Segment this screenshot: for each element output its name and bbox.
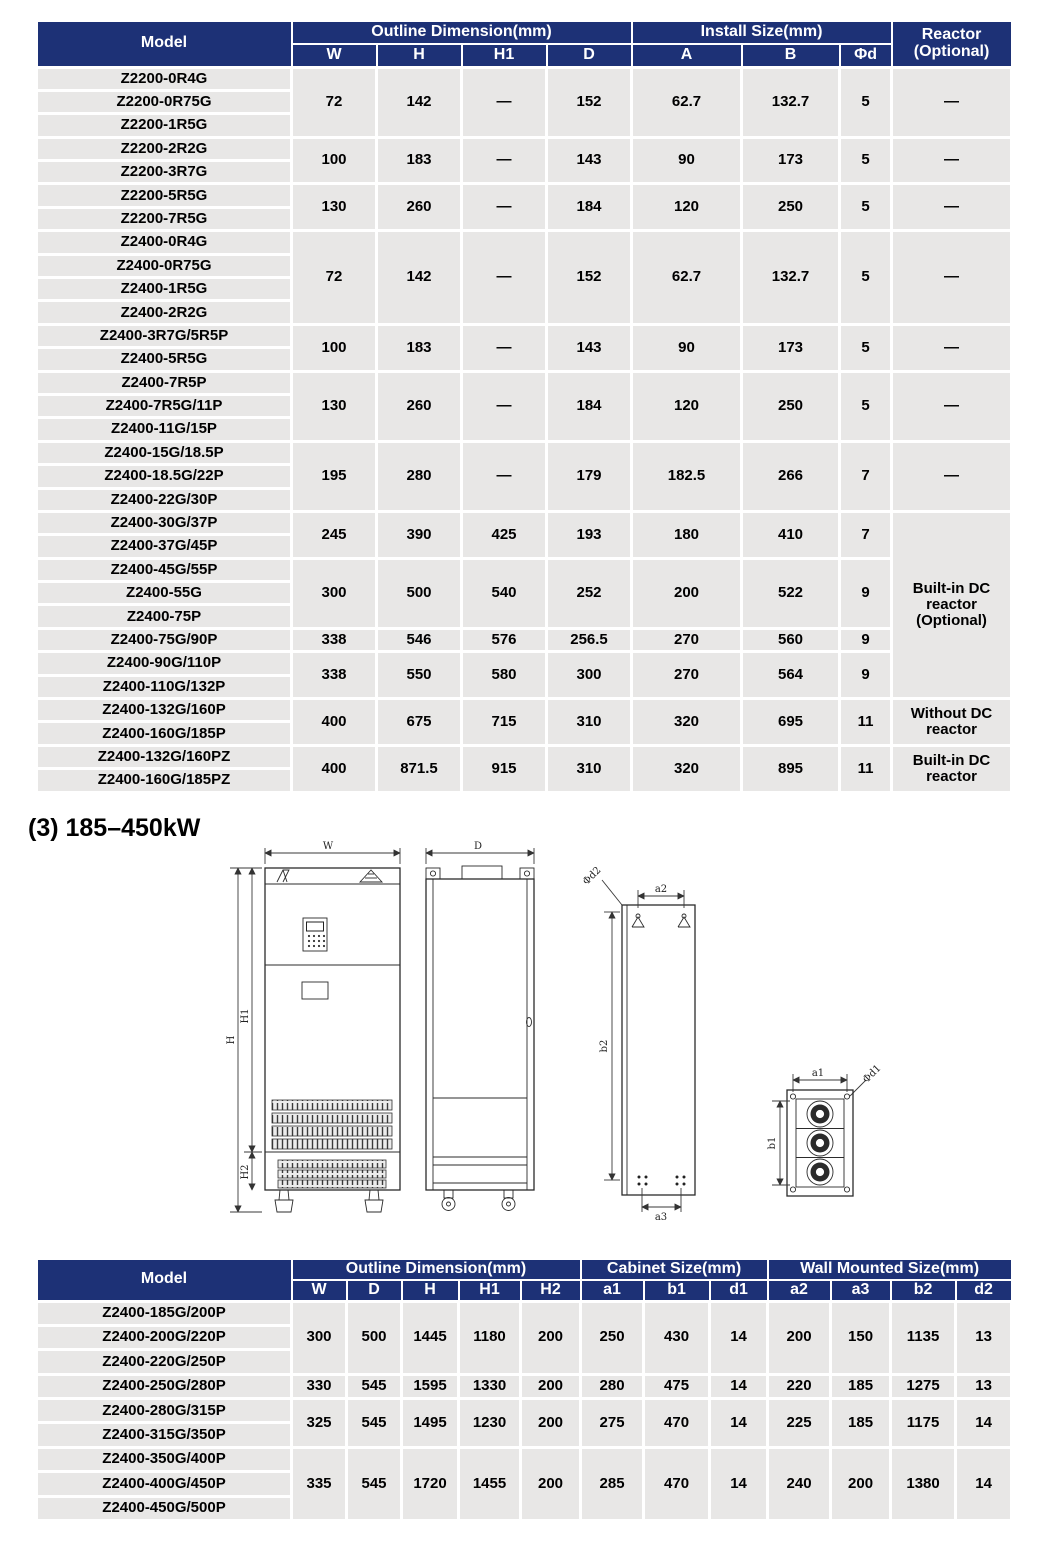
model-cell: Z2200-0R75G [37,90,292,113]
value-cell: — [462,184,547,231]
value-cell: 545 [347,1399,402,1448]
value-cell: 1180 [459,1301,521,1374]
value-cell: 285 [581,1447,644,1520]
value-cell: 310 [547,745,632,792]
header-col-d1: d1 [710,1280,768,1301]
value-cell: 500 [377,558,462,628]
value-cell: 11 [840,699,892,746]
model-cell: Z2200-5R5G [37,184,292,207]
value-cell: 90 [632,137,742,184]
header-col-a1: a1 [581,1280,644,1301]
model-cell: Z2400-0R75G [37,254,292,277]
value-cell: 1495 [402,1399,459,1448]
value-cell: 675 [377,699,462,746]
cabinet-wall-size-table [35,1258,1013,1522]
value-cell: 546 [377,628,462,651]
model-cell: Z2400-75G/90P [37,628,292,651]
value-cell: 500 [347,1301,402,1374]
table-row [37,1447,1012,1471]
table-row [37,699,1012,722]
value-cell: — [462,371,547,441]
outline-install-size-table [35,20,1013,794]
value-cell: 120 [632,371,742,441]
dim-label-b1: b1 [767,1136,778,1150]
value-cell: 695 [742,699,840,746]
model-cell: Z2400-315G/350P [37,1423,292,1447]
value-cell: 200 [521,1374,581,1398]
value-cell: 1380 [891,1447,956,1520]
reactor-cell: — [892,371,1012,441]
model-cell: Z2400-250G/280P [37,1374,292,1398]
value-cell: 256.5 [547,628,632,651]
value-cell: 182.5 [632,441,742,511]
technical-drawings [0,838,1043,1250]
value-cell: 545 [347,1374,402,1398]
value-cell: 400 [292,699,377,746]
value-cell: 915 [462,745,547,792]
value-cell: — [462,441,547,511]
table-row [37,324,1012,347]
value-cell: 1445 [402,1301,459,1374]
value-cell: 310 [547,699,632,746]
front-view-drawing [226,841,400,1212]
value-cell: 200 [521,1301,581,1374]
header-col-b2: b2 [891,1280,956,1301]
value-cell: 5 [840,184,892,231]
value-cell: 9 [840,652,892,699]
dim-label-a1: a1 [811,1068,825,1079]
model-cell: Z2400-90G/110P [37,652,292,675]
value-cell: 250 [742,184,840,231]
value-cell: 240 [768,1447,831,1520]
model-cell: Z2400-110G/132P [37,675,292,698]
model-cell: Z2400-160G/185PZ [37,769,292,792]
value-cell: 142 [377,67,462,137]
reactor-cell: — [892,67,1012,137]
value-cell: 1595 [402,1374,459,1398]
value-cell: 475 [644,1374,710,1398]
model-cell: Z2400-0R4G [37,231,292,254]
value-cell: 1135 [891,1301,956,1374]
header-outline-dimension: Outline Dimension(mm) [292,1259,581,1280]
value-cell: 1275 [891,1374,956,1398]
header-col-b: B [742,44,840,67]
model-cell: Z2200-2R2G [37,137,292,160]
value-cell: 132.7 [742,231,840,325]
value-cell: 320 [632,745,742,792]
value-cell: 200 [521,1399,581,1448]
model-cell: Z2200-3R7G [37,161,292,184]
value-cell: 184 [547,371,632,441]
value-cell: 338 [292,628,377,651]
value-cell: 14 [710,1374,768,1398]
value-cell: 200 [632,558,742,628]
value-cell: 200 [768,1301,831,1374]
model-cell: Z2400-7R5P [37,371,292,394]
value-cell: 72 [292,67,377,137]
dim-label-b2: b2 [599,1039,610,1053]
value-cell: 250 [581,1301,644,1374]
dim-label-phid2: Φd2 [580,864,604,888]
value-cell: 300 [547,652,632,699]
value-cell: 132.7 [742,67,840,137]
value-cell: 7 [840,441,892,511]
value-cell: 325 [292,1399,347,1448]
header-col-a3: a3 [831,1280,891,1301]
value-cell: 1330 [459,1374,521,1398]
value-cell: 150 [831,1301,891,1374]
value-cell: 410 [742,511,840,558]
value-cell: 14 [710,1301,768,1374]
value-cell: — [462,67,547,137]
table1-header [37,21,1012,67]
value-cell: 152 [547,231,632,325]
header-col-w: W [292,44,377,67]
header-model: Model [37,1259,292,1301]
value-cell: 252 [547,558,632,628]
rear-mounting-view-drawing [581,865,695,1223]
header-col-d2: d2 [956,1280,1012,1301]
model-cell: Z2400-200G/220P [37,1325,292,1349]
header-col-d: D [547,44,632,67]
value-cell: 143 [547,324,632,371]
model-cell: Z2400-160G/185P [37,722,292,745]
table-row [37,511,1012,534]
value-cell: 14 [710,1447,768,1520]
value-cell: 580 [462,652,547,699]
value-cell: 260 [377,371,462,441]
header-col-h1: H1 [462,44,547,67]
value-cell: 143 [547,137,632,184]
fan-top-view-drawing [767,1063,884,1196]
value-cell: 260 [377,184,462,231]
value-cell: 13 [956,1374,1012,1398]
dim-label-h1: H1 [240,1008,251,1024]
value-cell: 280 [377,441,462,511]
value-cell: 62.7 [632,67,742,137]
value-cell: 195 [292,441,377,511]
value-cell: 280 [581,1374,644,1398]
value-cell: 183 [377,137,462,184]
model-cell: Z2400-55G [37,582,292,605]
model-cell: Z2400-220G/250P [37,1350,292,1374]
model-cell: Z2400-350G/400P [37,1447,292,1471]
value-cell: 266 [742,441,840,511]
value-cell: 130 [292,371,377,441]
value-cell: 275 [581,1399,644,1448]
model-cell: Z2400-18.5G/22P [37,465,292,488]
model-cell: Z2400-45G/55P [37,558,292,581]
value-cell: 225 [768,1399,831,1448]
model-cell: Z2400-15G/18.5P [37,441,292,464]
header-reactor: Reactor (Optional) [892,21,1012,67]
value-cell: 193 [547,511,632,558]
value-cell: 179 [547,441,632,511]
value-cell: 185 [831,1374,891,1398]
table-row [37,745,1012,768]
dim-label-a2: a2 [654,884,668,895]
header-col-h2: H2 [521,1280,581,1301]
value-cell: — [462,324,547,371]
value-cell: 540 [462,558,547,628]
model-cell: Z2400-132G/160PZ [37,745,292,768]
value-cell: 152 [547,67,632,137]
value-cell: 1175 [891,1399,956,1448]
reactor-cell: — [892,324,1012,371]
value-cell: 5 [840,231,892,325]
value-cell: 100 [292,137,377,184]
table-row [37,1301,1012,1325]
value-cell: 120 [632,184,742,231]
value-cell: 173 [742,137,840,184]
value-cell: 100 [292,324,377,371]
dim-label-h: H [226,1035,237,1045]
value-cell: 184 [547,184,632,231]
value-cell: 330 [292,1374,347,1398]
header-wall-mounted-size: Wall Mounted Size(mm) [768,1259,1012,1280]
value-cell: 14 [710,1399,768,1448]
header-col-h1: H1 [459,1280,521,1301]
value-cell: 895 [742,745,840,792]
value-cell: 522 [742,558,840,628]
value-cell: 470 [644,1447,710,1520]
value-cell: 200 [521,1447,581,1520]
value-cell: 90 [632,324,742,371]
value-cell: 564 [742,652,840,699]
value-cell: 220 [768,1374,831,1398]
value-cell: 270 [632,628,742,651]
value-cell: 5 [840,324,892,371]
value-cell: 300 [292,558,377,628]
model-cell: Z2400-3R7G/5R5P [37,324,292,347]
value-cell: 62.7 [632,231,742,325]
model-cell: Z2400-5R5G [37,348,292,371]
value-cell: 1230 [459,1399,521,1448]
reactor-cell: — [892,231,1012,325]
table-row [37,558,1012,581]
value-cell: 250 [742,371,840,441]
table-row [37,371,1012,394]
model-cell: Z2200-1R5G [37,114,292,137]
value-cell: 320 [632,699,742,746]
value-cell: 72 [292,231,377,325]
value-cell: 180 [632,511,742,558]
reactor-cell: Without DC reactor [892,699,1012,746]
reactor-cell: — [892,137,1012,184]
value-cell: 245 [292,511,377,558]
value-cell: 871.5 [377,745,462,792]
value-cell: — [462,137,547,184]
value-cell: 13 [956,1301,1012,1374]
table-row [37,1374,1012,1398]
header-model: Model [37,21,292,67]
value-cell: 14 [956,1399,1012,1448]
model-cell: Z2400-132G/160P [37,699,292,722]
model-cell: Z2400-1R5G [37,278,292,301]
model-cell: Z2200-0R4G [37,67,292,90]
value-cell: 270 [632,652,742,699]
dim-label-h2: H2 [240,1164,251,1180]
model-cell: Z2400-2R2G [37,301,292,324]
header-col-h: H [377,44,462,67]
value-cell: 200 [831,1447,891,1520]
model-cell: Z2400-185G/200P [37,1301,292,1325]
model-cell: Z2400-280G/315P [37,1399,292,1423]
value-cell: 425 [462,511,547,558]
dim-label-w: W [322,841,334,852]
value-cell: 185 [831,1399,891,1448]
value-cell: 142 [377,231,462,325]
value-cell: 183 [377,324,462,371]
model-cell: Z2400-22G/30P [37,488,292,511]
value-cell: 5 [840,137,892,184]
header-col-a: A [632,44,742,67]
section-heading: (3) 185–450kW [28,814,201,842]
reactor-cell: Built-in DC reactor [892,745,1012,792]
value-cell: 11 [840,745,892,792]
value-cell: — [462,231,547,325]
model-cell: Z2200-7R5G [37,207,292,230]
value-cell: 1720 [402,1447,459,1520]
table2-header [37,1259,1012,1301]
header-col-b1: b1 [644,1280,710,1301]
table-row [37,184,1012,207]
header-outline-dimension: Outline Dimension(mm) [292,21,632,44]
header-col-w: W [292,1280,347,1301]
value-cell: 14 [956,1447,1012,1520]
value-cell: 545 [347,1447,402,1520]
header-install-size: Install Size(mm) [632,21,892,44]
model-cell: Z2400-30G/37P [37,511,292,534]
value-cell: 400 [292,745,377,792]
model-cell: Z2400-450G/500P [37,1496,292,1520]
model-cell: Z2400-7R5G/11P [37,394,292,417]
value-cell: 173 [742,324,840,371]
dim-label-phid1: Φd1 [860,1062,884,1086]
side-view-drawing [426,841,534,1211]
reactor-cell: — [892,184,1012,231]
value-cell: 560 [742,628,840,651]
value-cell: 338 [292,652,377,699]
table-row [37,67,1012,90]
value-cell: 335 [292,1447,347,1520]
value-cell: 9 [840,628,892,651]
model-cell: Z2400-400G/450P [37,1472,292,1496]
value-cell: 470 [644,1399,710,1448]
value-cell: 550 [377,652,462,699]
dim-label-d: D [473,841,483,852]
value-cell: 1455 [459,1447,521,1520]
reactor-cell: — [892,441,1012,511]
value-cell: 5 [840,371,892,441]
model-cell: Z2400-37G/45P [37,535,292,558]
value-cell: 300 [292,1301,347,1374]
header-col-d: D [347,1280,402,1301]
header-col-h: H [402,1280,459,1301]
dim-label-a3: a3 [654,1212,668,1223]
value-cell: 7 [840,511,892,558]
table-row [37,628,1012,651]
header-col-a2: a2 [768,1280,831,1301]
value-cell: 5 [840,67,892,137]
model-cell: Z2400-75P [37,605,292,628]
value-cell: 715 [462,699,547,746]
value-cell: 130 [292,184,377,231]
value-cell: 390 [377,511,462,558]
header-cabinet-size: Cabinet Size(mm) [581,1259,768,1280]
table-row [37,1399,1012,1423]
value-cell: 9 [840,558,892,628]
reactor-merged-cell: Built-in DC reactor (Optional) [892,511,1012,698]
value-cell: 430 [644,1301,710,1374]
header-col-phid: Φd [840,44,892,67]
table-row [37,137,1012,160]
model-cell: Z2400-11G/15P [37,418,292,441]
value-cell: 576 [462,628,547,651]
table-row [37,231,1012,254]
table-row [37,441,1012,464]
table-row [37,652,1012,675]
